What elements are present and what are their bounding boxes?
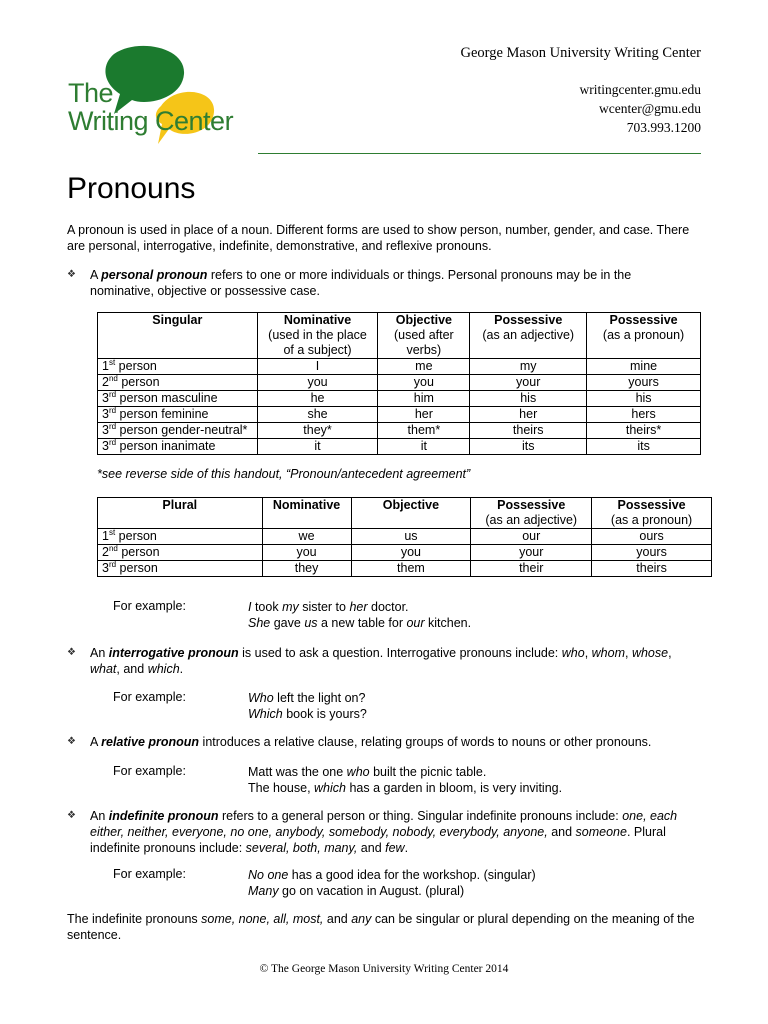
table-cell: she: [257, 407, 378, 423]
example-line: No one has a good idea for the workshop. (singular): [248, 868, 536, 882]
bullet-icon: ❖: [67, 810, 76, 821]
table-cell: your: [471, 545, 592, 561]
table-row: [98, 375, 701, 391]
column-header: Possessive (as an adjective): [470, 313, 587, 359]
copyright-footer: © The George Mason University Writing Center 2014: [259, 963, 509, 975]
personal-examples: [248, 599, 471, 631]
table-cell: they: [262, 561, 351, 577]
table-row: [98, 359, 701, 375]
table-cell: we: [262, 529, 351, 545]
table-cell: it: [378, 439, 470, 455]
relative-examples: [248, 764, 562, 796]
table-cell: your: [470, 375, 587, 391]
indefinite-pronoun-paragraph: An indefinite pronoun refers to a general person or thing. Singular indefinite pronouns include: one, each either, neither, everyone, no one, anybody, somebody, nobody, everybody, anyone, and someone. Plural indefinite pronouns include: several, both, many, and few.: [90, 809, 678, 855]
row-label: 3rd person inanimate: [98, 439, 258, 455]
column-header: Possessive (as an adjective): [471, 498, 592, 529]
example-label: For example:: [113, 764, 186, 778]
phone-number: 703.993.1200: [626, 120, 701, 135]
table-cell: yours: [587, 375, 701, 391]
table-cell: his: [587, 391, 701, 407]
column-header: Nominative: [262, 498, 351, 529]
row-label: 2nd person: [98, 375, 258, 391]
example-line: Which book is yours?: [248, 707, 367, 721]
table-row: [98, 391, 701, 407]
example-line: She gave us a new table for our kitchen.: [248, 616, 472, 630]
column-header: Nominative (used in the place of a subject): [257, 313, 378, 359]
contact-block: [580, 80, 701, 137]
table-row: [98, 529, 712, 545]
table-cell: I: [257, 359, 378, 375]
table-cell: theirs: [592, 561, 712, 577]
table-cell: our: [471, 529, 592, 545]
table-cell: yours: [592, 545, 712, 561]
table-cell: my: [470, 359, 587, 375]
email-link[interactable]: wcenter@gmu.edu: [598, 101, 701, 116]
table-row: [98, 439, 701, 455]
personal-pronoun-paragraph: A personal pronoun refers to one or more individuals or things. Personal pronouns may be in the nominative, objective or possessive case.: [90, 268, 632, 298]
table-row: [98, 545, 712, 561]
header-divider: [258, 153, 701, 154]
table-cell: its: [470, 439, 587, 455]
table-cell: you: [378, 375, 470, 391]
term-indefinite-pronoun: indefinite pronoun: [108, 809, 219, 823]
table-cell: ours: [592, 529, 712, 545]
column-header: Possessive (as a pronoun): [587, 313, 701, 359]
table-cell: he: [257, 391, 378, 407]
closing-paragraph: The indefinite pronouns some, none, all, most, and any can be singular or plural depending on the meaning of the sentence.: [67, 912, 695, 942]
example-line: Many go on vacation in August. (plural): [248, 884, 465, 898]
website-link[interactable]: writingcenter.gmu.edu: [579, 82, 701, 97]
table-cell: them*: [378, 423, 470, 439]
row-label: 3rd person gender-neutral*: [98, 423, 258, 439]
organization-name: George Mason University Writing Center: [460, 45, 701, 61]
table-cell: mine: [587, 359, 701, 375]
table-cell: you: [257, 375, 378, 391]
table-cell: us: [351, 529, 471, 545]
writing-center-logo: [66, 44, 256, 149]
table-footnote: *see reverse side of this handout, “Pronoun/antecedent agreement”: [97, 467, 471, 481]
plural-pronoun-table: [97, 497, 712, 577]
example-line: I took my sister to her doctor.: [248, 600, 409, 614]
logo-text-writing-center: Writing Center: [68, 106, 234, 136]
indefinite-examples: [248, 867, 536, 899]
table-cell: you: [262, 545, 351, 561]
table-cell: its: [587, 439, 701, 455]
table-cell: me: [378, 359, 470, 375]
table-cell: theirs*: [587, 423, 701, 439]
row-label: 3rd person feminine: [98, 407, 258, 423]
column-header: Plural: [98, 498, 263, 529]
table-cell: his: [470, 391, 587, 407]
table-cell: theirs: [470, 423, 587, 439]
row-label: 3rd person: [98, 561, 263, 577]
singular-pronoun-table: [97, 312, 701, 455]
table-cell: you: [351, 545, 471, 561]
table-cell: their: [471, 561, 592, 577]
page-title: Pronouns: [67, 172, 196, 205]
row-label: 2nd person: [98, 545, 263, 561]
bullet-icon: ❖: [67, 269, 76, 280]
relative-pronoun-paragraph: A relative pronoun introduces a relative clause, relating groups of words to nouns or other pronouns.: [90, 735, 652, 749]
logo-text-the: The: [68, 78, 114, 108]
column-header: Objective: [351, 498, 471, 529]
example-line: Who left the light on?: [248, 691, 366, 705]
table-cell: her: [470, 407, 587, 423]
intro-paragraph: A pronoun is used in place of a noun. Different forms are used to show person, number, gender, and case. There are personal, interrogative, indefinite, demonstrative, and reflexive pronouns.: [67, 223, 690, 253]
column-header: Possessive (as a pronoun): [592, 498, 712, 529]
row-label: 3rd person masculine: [98, 391, 258, 407]
table-row: [98, 407, 701, 423]
table-row: [98, 423, 701, 439]
table-header-row: [98, 313, 701, 359]
interrogative-pronoun-paragraph: An interrogative pronoun is used to ask a question. Interrogative pronouns include: who, whom, whose, what, and which.: [90, 646, 672, 676]
column-header: Singular: [98, 313, 258, 359]
row-label: 1st person: [98, 529, 263, 545]
term-personal-pronoun: personal pronoun: [101, 268, 208, 282]
example-label: For example:: [113, 867, 186, 881]
example-line: The house, which has a garden in bloom, is very inviting.: [248, 781, 563, 795]
table-row: [98, 561, 712, 577]
bullet-icon: ❖: [67, 647, 76, 658]
table-cell: him: [378, 391, 470, 407]
interrogative-examples: [248, 690, 367, 722]
table-cell: hers: [587, 407, 701, 423]
table-cell: them: [351, 561, 471, 577]
column-header: Objective (used after verbs): [378, 313, 470, 359]
example-label: For example:: [113, 599, 186, 613]
example-label: For example:: [113, 690, 186, 704]
bullet-icon: ❖: [67, 736, 76, 747]
row-label: 1st person: [98, 359, 258, 375]
term-interrogative-pronoun: interrogative pronoun: [108, 646, 239, 660]
table-header-row: [98, 498, 712, 529]
table-cell: it: [257, 439, 378, 455]
term-relative-pronoun: relative pronoun: [101, 735, 200, 749]
table-cell: her: [378, 407, 470, 423]
example-line: Matt was the one who built the picnic table.: [248, 765, 487, 779]
table-cell: they*: [257, 423, 378, 439]
